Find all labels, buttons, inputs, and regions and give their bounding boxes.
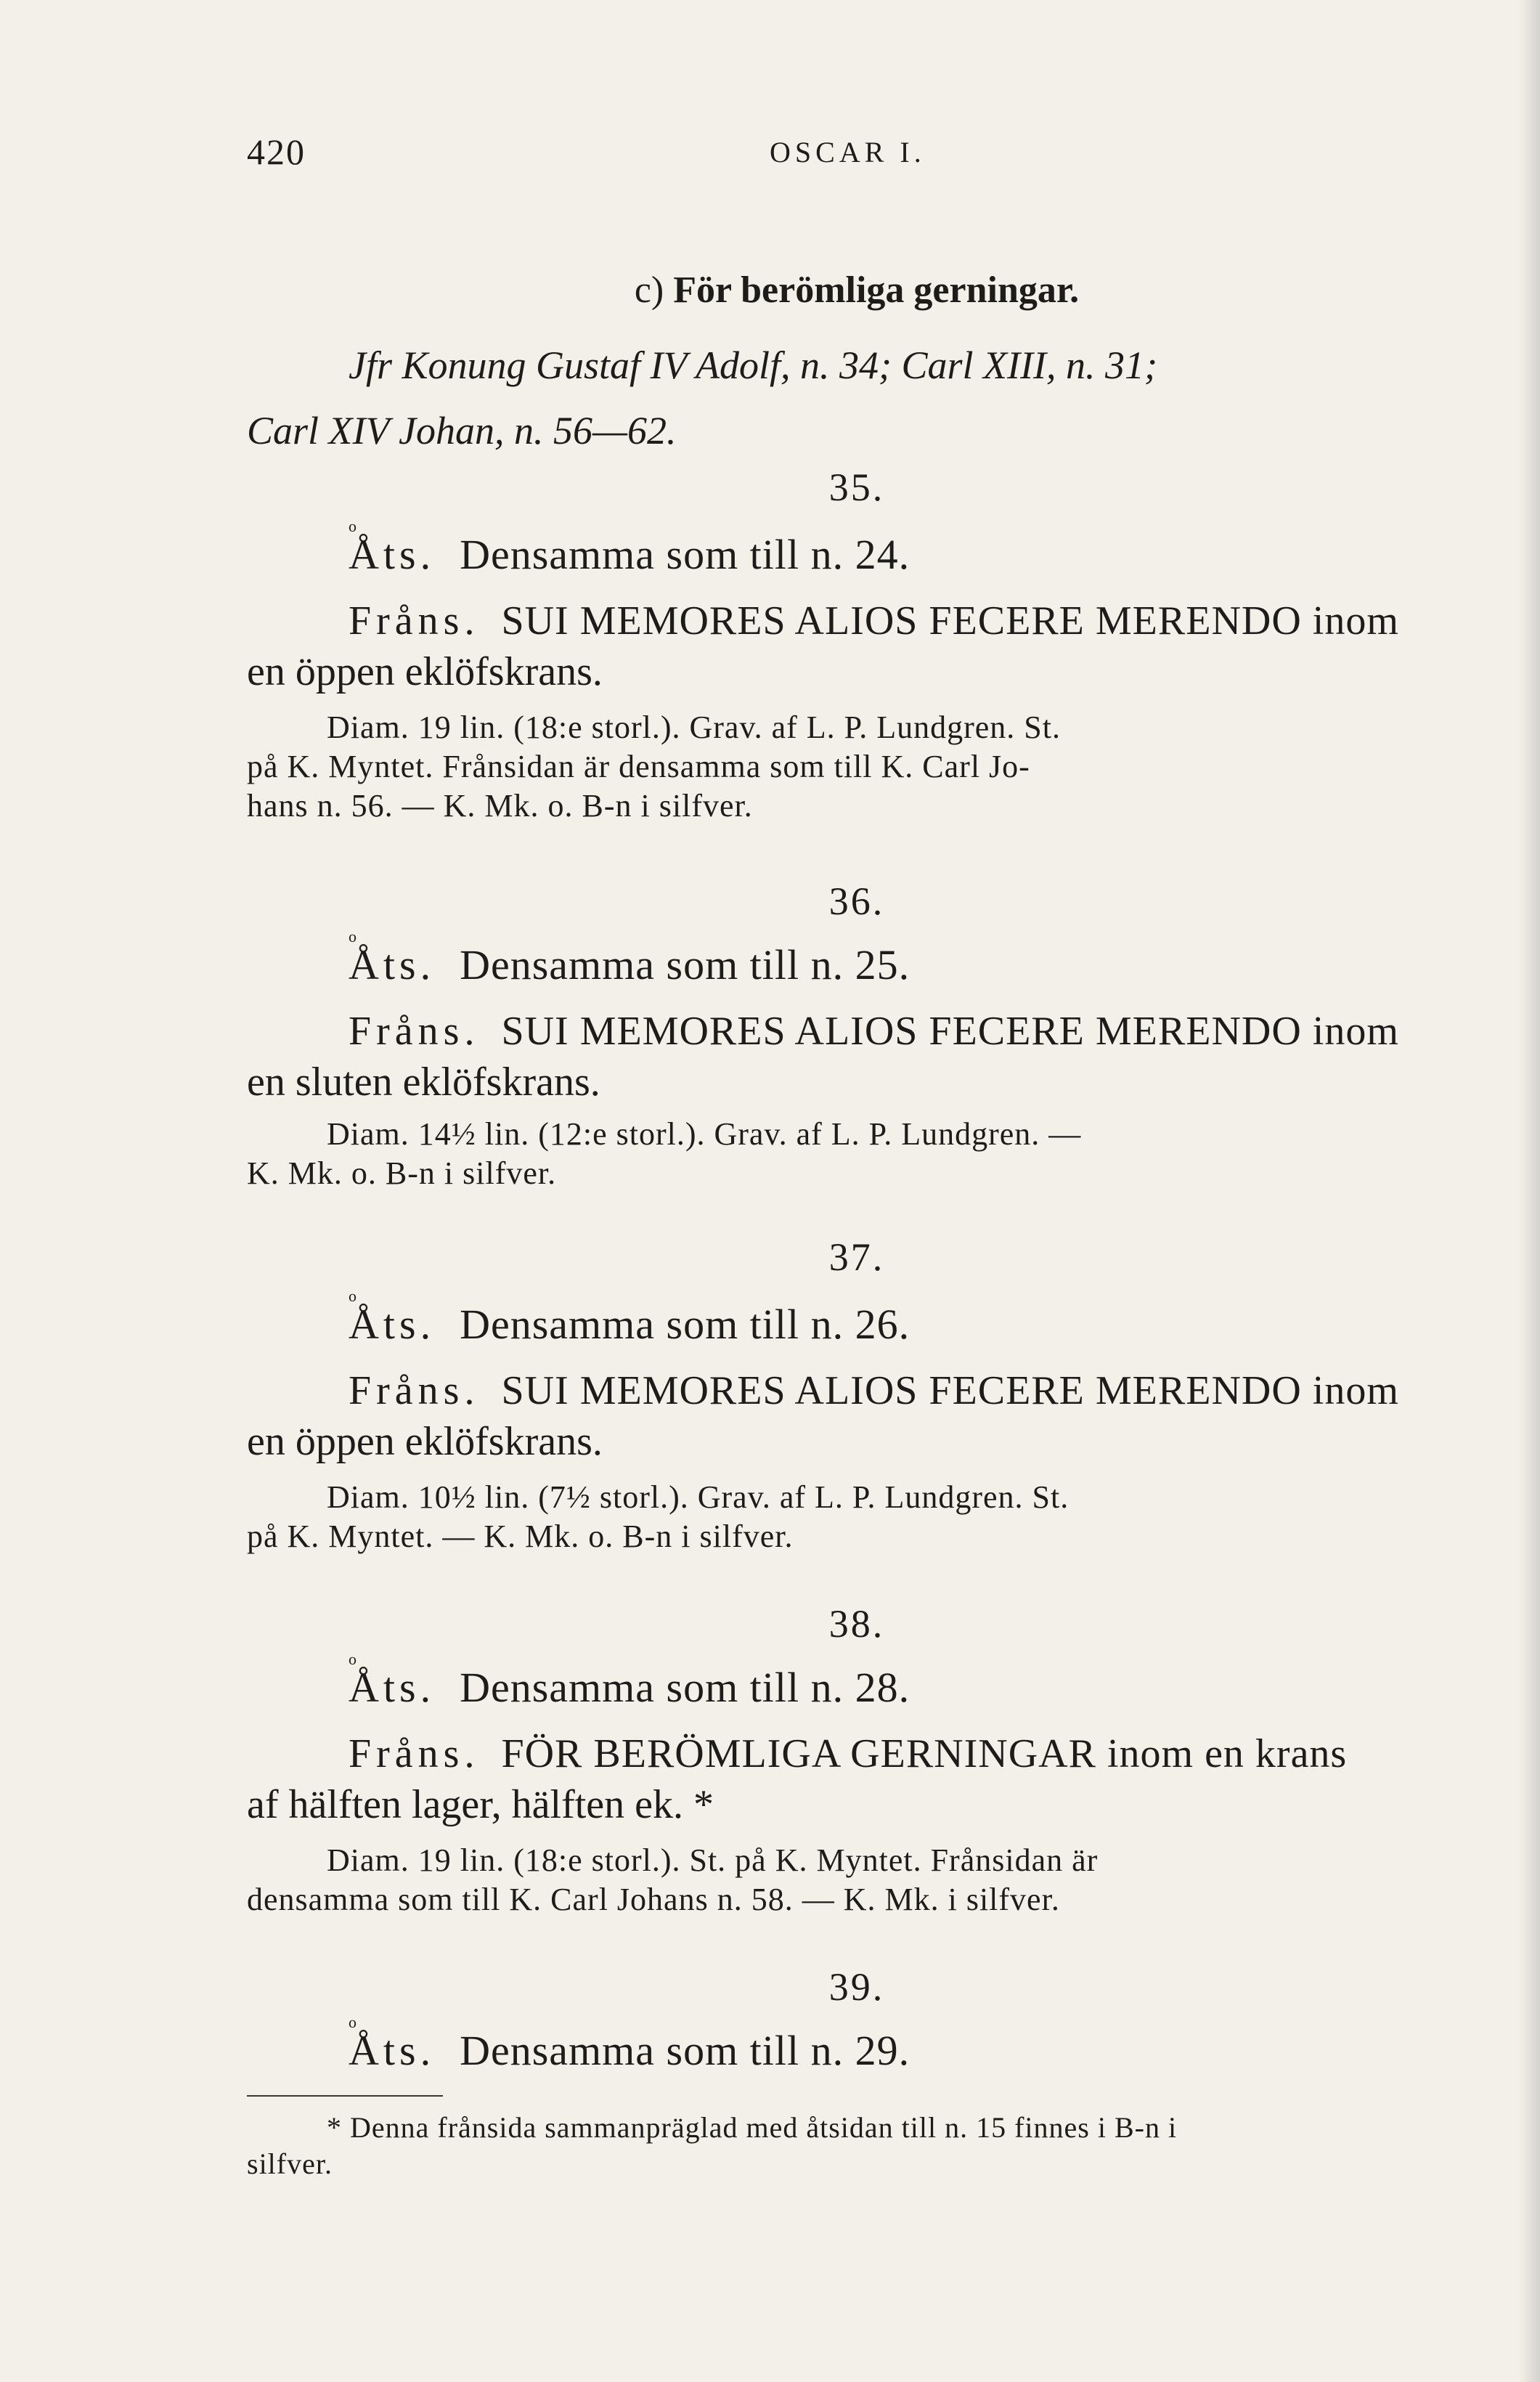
cross-reference-line-2: Carl XIV Johan, n. 56—62. bbox=[247, 409, 677, 452]
obverse-line bbox=[247, 927, 1540, 989]
reverse-line-1: SUI MEMORES ALIOS FECERE MERENDO inom bbox=[501, 598, 1399, 643]
diameter-note bbox=[247, 708, 1467, 826]
reverse-description bbox=[247, 1728, 1467, 1830]
cross-reference-line-1: Jfr Konung Gustaf IV Adolf, n. 34; Carl XIII, n. 31; bbox=[349, 344, 1157, 387]
reverse-description bbox=[247, 1365, 1467, 1467]
diameter-note bbox=[247, 1478, 1467, 1556]
diameter-line-1: Diam. 14½ lin. (12:e storl.). Grav. af L. P. Lundgren. — bbox=[327, 1116, 1082, 1152]
cross-reference bbox=[247, 333, 1540, 463]
diameter-line-2: på K. Myntet. — K. Mk. o. B-n i silfver. bbox=[247, 1519, 794, 1554]
diameter-note bbox=[247, 1115, 1467, 1193]
ring-mark: o bbox=[349, 1287, 357, 1305]
page-number: 420 bbox=[247, 131, 306, 172]
footnote bbox=[247, 2110, 1467, 2182]
entry-number: 37. bbox=[828, 1235, 885, 1279]
obverse-label: Åts. bbox=[349, 2027, 436, 2074]
section-enum: c) bbox=[634, 269, 664, 311]
diameter-line-1: Diam. 10½ lin. (7½ storl.). Grav. af L. P. Lundgren. St. bbox=[327, 1479, 1070, 1515]
reverse-label: Fråns. bbox=[349, 1368, 480, 1413]
reverse-label: Fråns. bbox=[349, 598, 480, 643]
footnote-line-2: silfver. bbox=[247, 2147, 333, 2180]
obverse-text: Densamma som till n. 26. bbox=[460, 1301, 910, 1348]
obverse-line bbox=[247, 2013, 1540, 2075]
ring-mark: o bbox=[349, 1650, 357, 1668]
ring-mark: o bbox=[349, 517, 357, 535]
ring-mark: o bbox=[349, 927, 357, 946]
section-title: För berömliga gerningar. bbox=[673, 269, 1080, 311]
obverse-text: Densamma som till n. 28. bbox=[460, 1664, 910, 1711]
running-head bbox=[247, 131, 1467, 182]
diameter-line-1: Diam. 19 lin. (18:e storl.). St. på K. Myntet. Frånsidan är bbox=[327, 1842, 1099, 1878]
reverse-line-1: FÖR BERÖMLIGA GERNINGAR inom en krans bbox=[501, 1731, 1348, 1776]
diameter-line-2: på K. Myntet. Frånsidan är densamma som till K. Carl Jo- bbox=[247, 749, 1030, 784]
reverse-description bbox=[247, 1006, 1467, 1107]
entry-number: 38. bbox=[828, 1602, 885, 1646]
reverse-description bbox=[247, 596, 1467, 697]
diameter-line-3: hans n. 56. — K. Mk. o. B-n i silfver. bbox=[247, 788, 753, 824]
obverse-line bbox=[247, 1287, 1540, 1349]
obverse-text: Densamma som till n. 29. bbox=[460, 2027, 910, 2074]
obverse-label: Åts. bbox=[349, 1301, 436, 1348]
obverse-line bbox=[247, 1650, 1540, 1712]
diameter-line-2: densamma som till K. Carl Johans n. 58. — K. Mk. i silfver. bbox=[247, 1882, 1060, 1917]
reverse-line-2: en öppen eklöfskrans. bbox=[247, 649, 603, 694]
reverse-label: Fråns. bbox=[349, 1009, 480, 1054]
reverse-line-2: af hälften lager, hälften ek. * bbox=[247, 1782, 714, 1827]
obverse-label: Åts. bbox=[349, 1664, 436, 1711]
footnote-line-1: * Denna frånsida sammanpräglad med åtsidan till n. 15 finnes i B-n i bbox=[327, 2111, 1178, 2144]
reverse-line-1: SUI MEMORES ALIOS FECERE MERENDO inom bbox=[501, 1368, 1399, 1413]
obverse-line bbox=[247, 517, 1540, 579]
reverse-line-2: en öppen eklöfskrans. bbox=[247, 1419, 603, 1464]
ring-mark: o bbox=[349, 2013, 357, 2031]
obverse-label: Åts. bbox=[349, 531, 436, 578]
reverse-line-1: SUI MEMORES ALIOS FECERE MERENDO inom bbox=[501, 1009, 1399, 1054]
entry-number: 39. bbox=[828, 1965, 885, 2009]
diameter-line-1: Diam. 19 lin. (18:e storl.). Grav. af L. P. Lundgren. St. bbox=[327, 710, 1061, 745]
footnote-rule bbox=[247, 2095, 443, 2097]
entry-number: 35. bbox=[828, 466, 885, 509]
diameter-line-2: K. Mk. o. B-n i silfver. bbox=[247, 1155, 557, 1191]
section-heading bbox=[247, 269, 1467, 312]
obverse-text: Densamma som till n. 25. bbox=[460, 941, 910, 988]
reverse-line-2: en sluten eklöfskrans. bbox=[247, 1060, 600, 1105]
obverse-label: Åts. bbox=[349, 941, 436, 988]
entry-number: 36. bbox=[828, 879, 885, 923]
diameter-note bbox=[247, 1841, 1467, 1919]
reverse-label: Fråns. bbox=[349, 1731, 480, 1776]
obverse-text: Densamma som till n. 24. bbox=[460, 531, 910, 578]
running-title: OSCAR I. bbox=[770, 136, 926, 168]
